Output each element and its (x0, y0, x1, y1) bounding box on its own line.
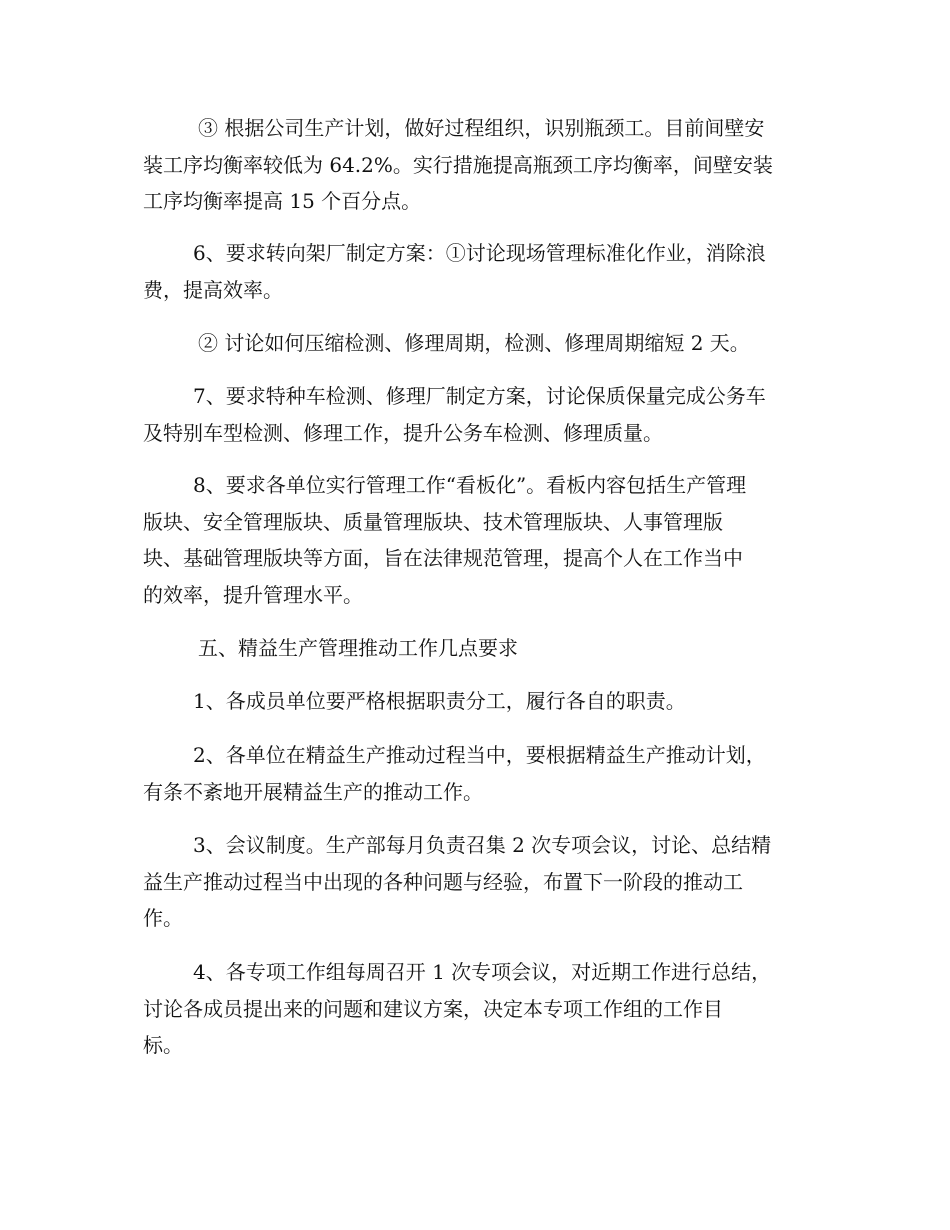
text-line: 的效率，提升管理水平。 (143, 582, 363, 607)
text-line: ② 讨论如何压缩检测、修理周期，检测、修理周期缩短 2 天。 (198, 331, 750, 355)
paragraph-item-6-bogie-plant (143, 235, 808, 308)
text-line: 有条不紊地开展精益生产的推动工作。 (143, 779, 483, 804)
text-line: 2、各单位在精益生产推动过程当中，要根据精益生产推动计划， (193, 743, 766, 767)
text-line: 作。 (143, 906, 183, 930)
text-line: 6、要求转向架厂制定方案：①讨论现场管理标准化作业，消除浪 (193, 241, 766, 265)
text-line: 块、基础管理版块等方面，旨在法律规范管理，提高个人在工作当中 (143, 546, 743, 570)
text-line: 版块、安全管理版块、质量管理版块、技术管理版块、人事管理版 (143, 509, 723, 534)
text-line: 4、各专项工作组每周召开 1 次专项会议，对近期工作进行总结， (193, 960, 772, 984)
text-line: 标。 (143, 1033, 183, 1057)
text-line: 工序均衡率提高 15 个百分点。 (143, 189, 422, 213)
section-heading-five (143, 630, 808, 667)
text-line: 及特别车型检测、修理工作，提升公务车检测、修理质量。 (143, 420, 663, 445)
text-line: 7、要求特种车检测、修理厂制定方案，讨论保质保量完成公务车 (193, 384, 766, 408)
text-line: 费，提高效率。 (143, 277, 283, 302)
section-heading-text: 五、精益生产管理推动工作几点要求 (198, 636, 518, 660)
text-line: 8、要求各单位实行管理工作“看板化”。看板内容包括生产管理 (193, 473, 747, 497)
paragraph-requirement-2 (143, 737, 808, 810)
text-line: ③ 根据公司生产计划，做好过程组织，识别瓶颈工。目前间壁安 (198, 116, 765, 140)
paragraph-requirement-3 (143, 827, 808, 937)
text-line: 讨论各成员提出来的问题和建议方案，决定本专项工作组的工作目 (143, 996, 723, 1021)
paragraph-requirement-1 (143, 683, 808, 720)
text-line: 3、会议制度。生产部每月负责召集 2 次专项会议，讨论、总结精 (193, 833, 772, 857)
text-line: 益生产推动过程当中出现的各种问题与经验，布置下一阶段的推动工 (143, 869, 743, 894)
paragraph-item-3-balance-rate (143, 110, 808, 220)
text-line: 1、各成员单位要严格根据职责分工，履行各自的职责。 (193, 689, 686, 713)
paragraph-item-7-special-vehicle (143, 378, 808, 451)
paragraph-requirement-4 (143, 954, 808, 1064)
paragraph-item-8-kanban (143, 467, 808, 613)
text-line: 装工序均衡率较低为 64.2%。实行措施提高瓶颈工序均衡率，间壁安装 (143, 152, 773, 177)
paragraph-item-6-cycle (143, 325, 808, 362)
